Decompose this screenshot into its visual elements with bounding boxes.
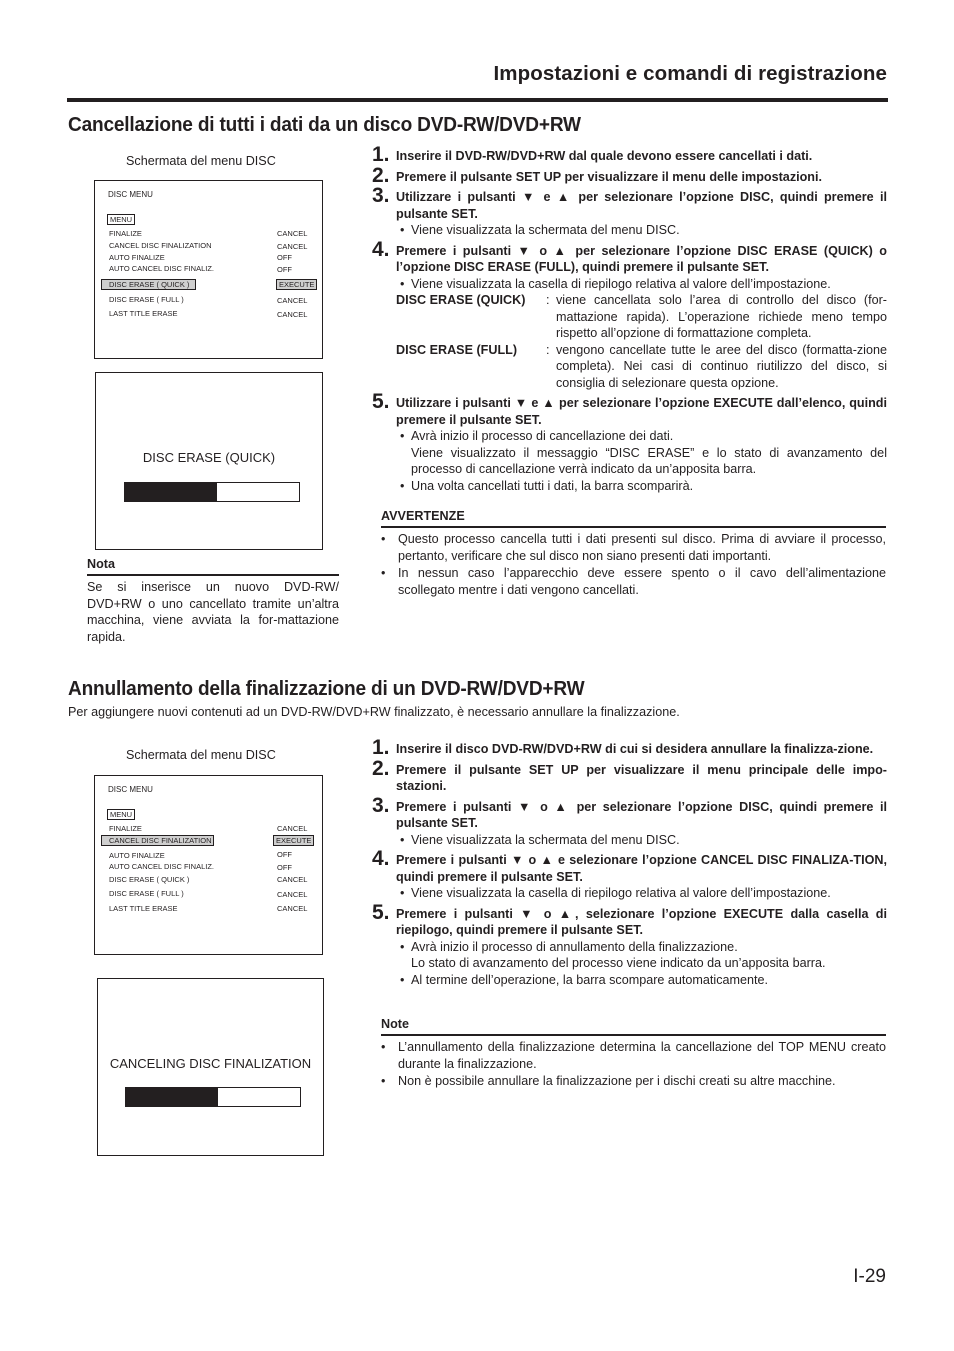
definition-row: DISC ERASE (FULL) : vengono cancellate tutte le aree del disco (formatta-zione completa). Nei casi di continuo riutilizzo del disco, si consiglia di selezionare questa opzione.	[396, 342, 887, 390]
menu-row-label: LAST TITLE ERASE	[109, 309, 178, 318]
progress-fill	[126, 1088, 218, 1106]
step-2	[372, 756, 887, 795]
section2-title: Annullamento della finalizzazione di un DVD-RW/DVD+RW	[68, 677, 585, 700]
menu-title: DISC MENU	[108, 785, 153, 794]
bullet-dot: •	[400, 886, 405, 900]
note-item: • Non è possibile annullare la finalizzazione per i dischi creati su altre macchine.	[381, 1074, 836, 1088]
menu-row-value: OFF	[277, 863, 292, 872]
menu-row-value: CANCEL	[277, 904, 308, 913]
step-text: Inserire il DVD-RW/DVD+RW dal quale devono essere cancellati i dati.	[396, 149, 813, 163]
menu-row-label: FINALIZE	[109, 824, 142, 833]
step-number: 4.	[372, 237, 390, 261]
definition-desc: viene cancellata solo l’area di controllo del disco (for-mattazione rapida). L’operazione richiede meno tempo rispetto all’opzione di formattazione completa.	[556, 293, 887, 340]
step-bullet: • Viene visualizzata la casella di riepilogo relativa al valore dell’impostazione.	[400, 886, 831, 900]
step-number: 1.	[372, 143, 390, 166]
page-number: I-29	[853, 1266, 886, 1287]
menu-row-value: CANCEL	[277, 824, 308, 833]
step-text: Premere il pulsante SET UP per visualizzare il menu principale delle impo-stazioni.	[396, 762, 887, 793]
bullet-dot: •	[400, 276, 405, 291]
step-text: Premere il pulsante SET UP per visualizzare il menu delle impostazioni.	[396, 169, 822, 184]
step-text: Premere i pulsanti ▼ o ▲ e selezionare l’opzione CANCEL DISC FINALIZA-TION, quindi premere il pulsante SET.	[396, 853, 887, 884]
step-1	[372, 736, 887, 759]
step-bullet: • Avrà inizio il processo di cancellazione dei dati. Viene visualizzato il messaggio “DISC ERASE” e lo stato di avanzamento del processo di cancellazione verrà indicato da un’apposita barra.	[400, 429, 887, 476]
progress-bar	[125, 1087, 301, 1107]
bullet-dot: •	[400, 939, 405, 954]
step-number: 2.	[372, 756, 390, 780]
menu-row-label: LAST TITLE ERASE	[109, 904, 178, 913]
step-text: Utilizzare i pulsanti ▼ e ▲ per selezionare l’opzione DISC, quindi premere il pulsante SET.	[396, 190, 887, 221]
menu-tag: MENU	[107, 214, 135, 225]
menu-row-label: AUTO FINALIZE	[109, 253, 165, 262]
chapter-title: Impostazioni e comandi di registrazione	[493, 62, 887, 85]
header-rule	[67, 98, 888, 102]
menu-row-label: CANCEL DISC FINALIZATION	[109, 241, 212, 250]
step-bullet: • Una volta cancellati tutti i dati, la barra scomparirà.	[400, 478, 694, 493]
step-bullet: • Avrà inizio il processo di annullamento della finalizzazione. Lo stato di avanzamento del processo viene indicato da un’apposita barra.	[400, 939, 826, 970]
menu-row-label: AUTO FINALIZE	[109, 851, 165, 860]
step-2	[372, 163, 887, 187]
section2-disc-menu-screen	[94, 775, 323, 955]
note-item: • L’annullamento della finalizzazione determina la cancellazione del TOP MENU creato durante la finalizzazione.	[381, 1040, 886, 1071]
menu-row-label-highlighted: CANCEL DISC FINALIZATION	[101, 835, 214, 846]
menu-row-label-highlighted: DISC ERASE ( QUICK )	[101, 279, 196, 290]
menu-row-label: DISC ERASE ( FULL )	[109, 295, 184, 304]
notes-heading: Note	[381, 1017, 886, 1036]
bullet-dot: •	[400, 223, 405, 237]
section2-intro: Per aggiungere nuovi contenuti ad un DVD-RW/DVD+RW finalizzato, è necessario annullare la finalizzazione.	[68, 705, 680, 719]
bullet-dot: •	[400, 429, 405, 443]
step-number: 2.	[372, 163, 390, 187]
definition-term: DISC ERASE (QUICK)	[396, 293, 526, 307]
step-bullet: • Viene visualizzata la schermata del menu DISC.	[400, 223, 680, 237]
step-4	[372, 847, 887, 885]
step-number: 4.	[372, 847, 390, 870]
step-text: Premere i pulsanti ▼ o ▲ per selezionare l’opzione DISC, quindi premere il pulsante SET.	[396, 799, 887, 830]
menu-tag: MENU	[107, 809, 135, 820]
menu-row-value: CANCEL	[277, 890, 308, 899]
step-3	[372, 793, 887, 832]
section1-menu-caption: Schermata del menu DISC	[126, 154, 276, 168]
nota-heading: Nota	[87, 557, 339, 576]
step-text: Premere i pulsanti ▼ o ▲, selezionare l’opzione EXECUTE dalla casella di riepilogo, quindi premere il pulsante SET.	[396, 906, 887, 937]
step-bullet: • Viene visualizzata la casella di riepilogo relativa al valore dell’impostazione.	[400, 276, 831, 291]
definition-row: DISC ERASE (QUICK) : viene cancellata solo l’area di controllo del disco (for-mattazione rapida). L’operazione richiede meno tempo rispetto all’opzione di formattazione completa.	[396, 293, 887, 340]
menu-row-label: AUTO CANCEL DISC FINALIZ.	[109, 264, 215, 273]
menu-row-value: OFF	[277, 253, 292, 262]
warning-item: • In nessun caso l’apparecchio deve essere spento o il cavo dell’alimentazione scollegato mentre i dati vengono cancellati.	[381, 566, 886, 597]
section1-disc-menu-screen	[94, 180, 323, 359]
menu-row-label: DISC ERASE ( FULL )	[109, 889, 184, 898]
erase-options-definitions	[396, 292, 887, 391]
section2-steps	[372, 736, 887, 988]
step-4	[372, 237, 887, 276]
section2-progress-screen	[97, 978, 324, 1156]
section2-notes	[381, 1017, 886, 1090]
bullet-dot: •	[400, 832, 405, 847]
step-number: 1.	[372, 736, 390, 759]
step-5	[372, 900, 887, 939]
section1-title: Cancellazione di tutti i dati da un disco DVD-RW/DVD+RW	[68, 113, 581, 136]
menu-row-value: CANCEL	[277, 875, 308, 884]
menu-row-label: AUTO CANCEL DISC FINALIZ.	[109, 862, 215, 871]
step-number: 3.	[372, 793, 390, 817]
section1-steps	[372, 143, 887, 494]
warnings-heading: AVVERTENZE	[381, 509, 886, 528]
menu-row-value-highlighted: EXECUTE	[273, 835, 314, 846]
progress-title: CANCELING DISC FINALIZATION	[109, 1056, 312, 1071]
step-5	[372, 390, 887, 428]
menu-row-label: DISC ERASE ( QUICK )	[109, 875, 190, 884]
menu-row-value: OFF	[277, 850, 292, 859]
menu-row-value-highlighted: EXECUTE	[276, 279, 317, 290]
step-text: Premere i pulsanti ▼ o ▲ per selezionare l’opzione DISC ERASE (QUICK) o l’opzione DISC ERASE (FULL), quindi premere il pulsante SET.	[396, 243, 887, 274]
step-number: 5.	[372, 390, 390, 413]
step-text: Utilizzare i pulsanti ▼ e ▲ per selezionare l’opzione EXECUTE dall’elenco, quindi premere il pulsante SET.	[396, 396, 887, 427]
step-bullet: • Viene visualizzata la schermata del menu DISC.	[400, 832, 680, 847]
step-1	[372, 143, 887, 166]
section1-warnings	[381, 509, 886, 598]
menu-row-value: CANCEL	[277, 296, 308, 305]
step-3	[372, 184, 887, 222]
progress-bar	[124, 482, 300, 502]
step-text: Inserire il disco DVD-RW/DVD+RW di cui si desidera annullare la finalizza-zione.	[396, 742, 874, 756]
menu-row-value: CANCEL	[277, 229, 308, 238]
step-bullet: • Al termine dell’operazione, la barra scompare automaticamente.	[400, 972, 769, 987]
step-number: 5.	[372, 900, 390, 924]
nota-text: Se si inserisce un nuovo DVD-RW/ DVD+RW o uno cancellato tramite un’altra macchina, viene avviata la for-mattazione rapida.	[87, 580, 339, 644]
progress-fill	[125, 483, 217, 501]
menu-row-value: CANCEL	[277, 242, 308, 251]
menu-row-value: CANCEL	[277, 310, 308, 319]
bullet-dot: •	[400, 478, 405, 493]
warning-item: • Questo processo cancella tutti i dati presenti sul disco. Prima di avviare il processo, pertanto, verificare che sul disco non siano presenti dati importanti.	[381, 532, 886, 563]
section1-nota	[87, 557, 339, 645]
menu-row-value: OFF	[277, 265, 292, 274]
menu-title: DISC MENU	[108, 190, 153, 199]
section1-progress-screen	[95, 372, 323, 550]
menu-row-label: FINALIZE	[109, 229, 142, 238]
bullet-dot: •	[400, 972, 405, 987]
step-number: 3.	[372, 184, 390, 207]
definition-desc: vengono cancellate tutte le aree del disco (formatta-zione completa). Nei casi di continuo riutilizzo del disco, si consiglia di selezionare questa opzione.	[556, 342, 887, 390]
definition-term: DISC ERASE (FULL)	[396, 342, 518, 357]
progress-title: DISC ERASE (QUICK)	[142, 450, 276, 465]
section2-menu-caption: Schermata del menu DISC	[126, 748, 276, 762]
